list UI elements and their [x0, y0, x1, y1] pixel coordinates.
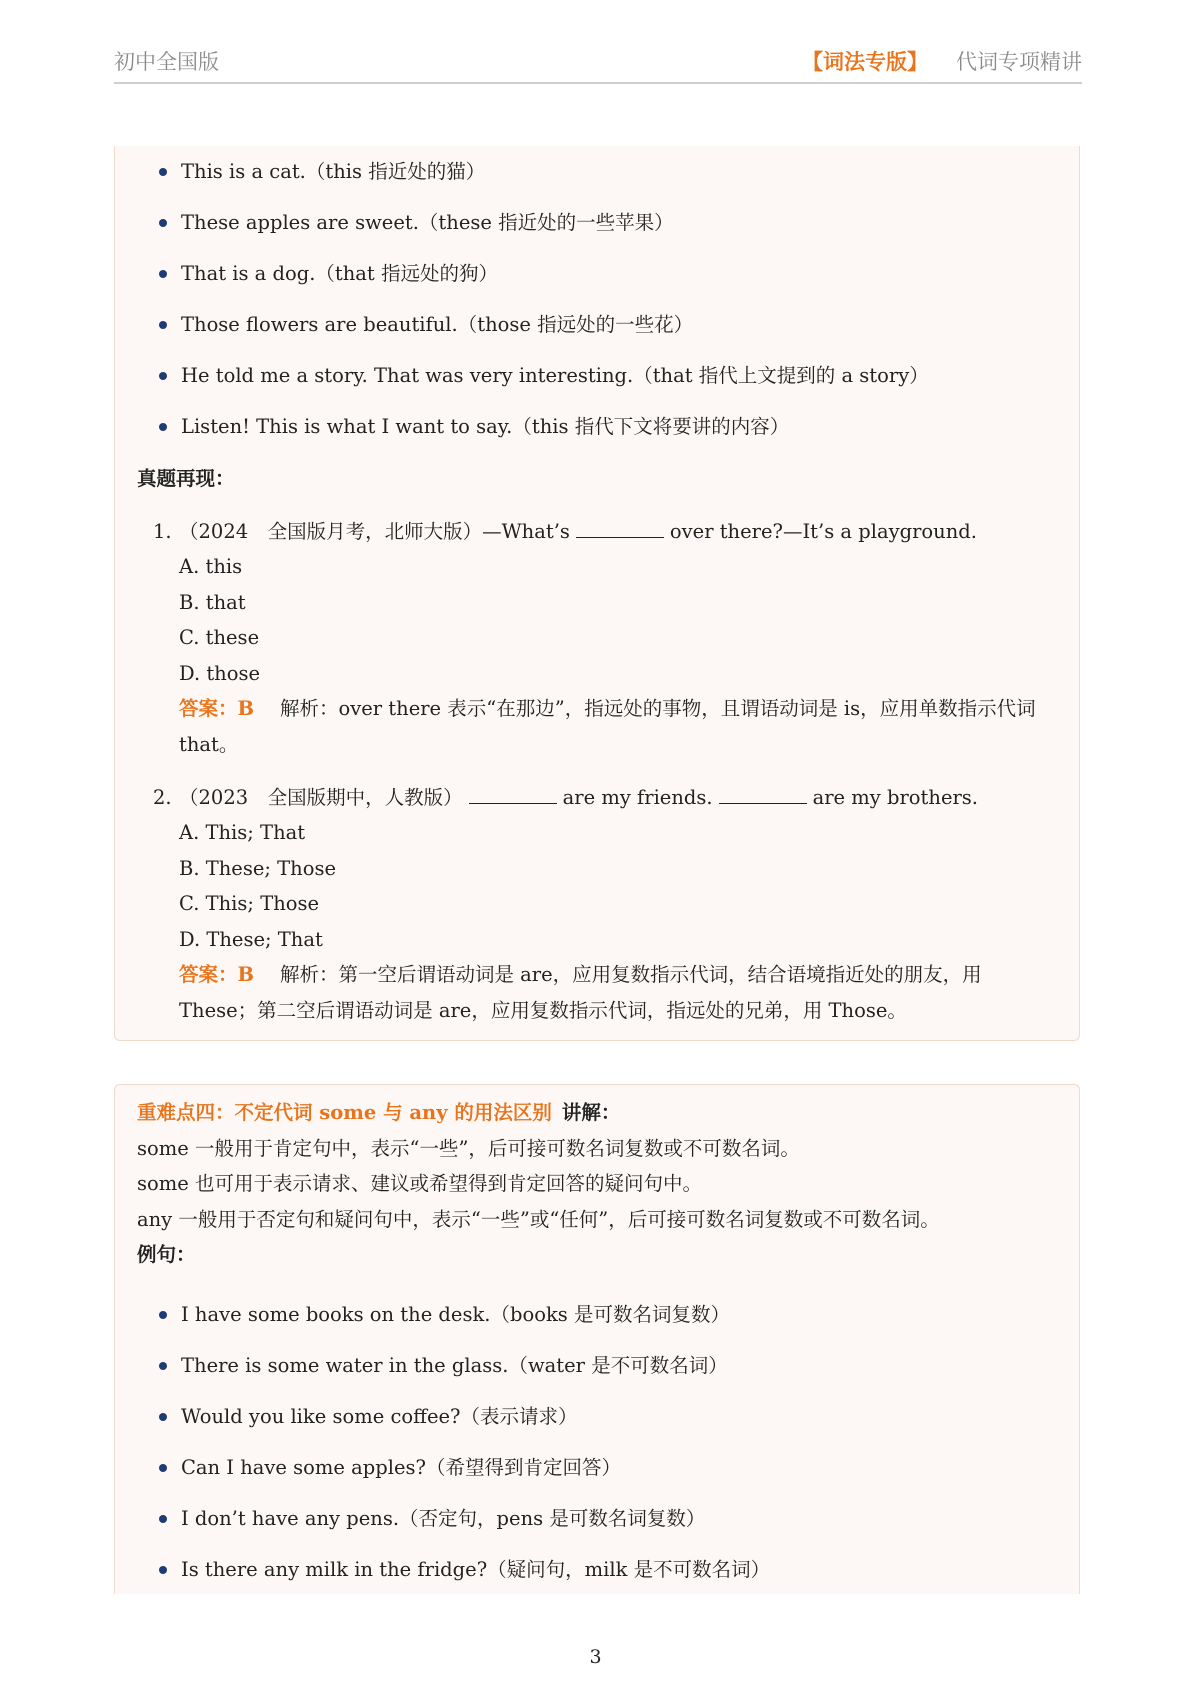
bullet-icon [159, 1515, 167, 1523]
indefinite-pronoun-card [114, 1084, 1080, 1594]
question-stem: 2. （2023 全国版期中，人教版） are my friends. are my brothers. [153, 780, 1079, 815]
answer-label: 答案：B [179, 963, 254, 986]
bullet-icon [159, 1362, 167, 1370]
question-options [153, 549, 1079, 691]
answer-blank [469, 785, 557, 804]
bullet-icon [159, 372, 167, 380]
bullet-icon [159, 1566, 167, 1574]
demonstrative-pronoun-card [114, 146, 1080, 1041]
section-subtitle: 讲解： [561, 1101, 621, 1124]
explanation-text: 解析：over there 表示“在那边”，指远处的事物，且谓语动词是 is，应用单数指示代词 that。 [179, 697, 1036, 756]
option-c: C. This; Those [179, 892, 320, 915]
answer-label: 答案：B [179, 697, 254, 720]
explanation-paragraph: some 也可用于表示请求、建议或希望得到肯定回答的疑问句中。 [137, 1172, 702, 1195]
example-label: 例句： [137, 1243, 196, 1266]
answer-explanation [153, 957, 1079, 1028]
list-item: This is a cat.（this 指近处的猫） [115, 146, 1079, 197]
explanation-paragraph: any 一般用于否定句和疑问句中，表示“一些”或“任何”，后可接可数名词复数或不可数名词。 [137, 1207, 940, 1231]
list-item: There is some water in the glass.（water 是不可数名词） [115, 1340, 1079, 1391]
question-stem: 1. （2024 全国版月考，北师大版）—What’s over there?—It’s a playground. [153, 514, 1079, 549]
explanation-text: 解析：第一空后谓语动词是 are，应用复数指示代词，结合语境指近处的朋友，用 These；第二空后谓语动词是 are，应用复数指示代词，指远处的兄弟，用 Those。 [179, 963, 982, 1022]
option-c: C. these [179, 626, 260, 649]
answer-blank [576, 519, 664, 538]
example-list [115, 146, 1079, 452]
question-number: 2. [153, 786, 172, 809]
option-d: D. These; That [179, 927, 323, 951]
bullet-icon [159, 321, 167, 329]
option-b: B. that [179, 590, 246, 614]
option-b: B. These; Those [179, 856, 336, 880]
bullet-icon [159, 219, 167, 227]
question-number: 1. [153, 520, 172, 543]
bullet-icon [159, 270, 167, 278]
section-label: 真题再现： [137, 467, 235, 490]
bullet-icon [159, 168, 167, 176]
section-heading [115, 1095, 1079, 1131]
page-number: 3 [589, 1646, 602, 1668]
question-options [153, 815, 1079, 957]
bullet-icon [159, 1464, 167, 1472]
option-a: A. this [179, 555, 243, 578]
header-subtitle: 代词专项精讲 [956, 50, 1082, 74]
list-item: I have some books on the desk.（books 是可数名词复数） [115, 1289, 1079, 1340]
bullet-icon [159, 1311, 167, 1319]
answer-explanation [153, 691, 1079, 762]
list-item: Can I have some apples?（希望得到肯定回答） [115, 1442, 1079, 1493]
page-header [114, 46, 1082, 84]
list-item: These apples are sweet.（these 指近处的一些苹果） [115, 197, 1079, 248]
option-d: D. those [179, 661, 261, 685]
list-item: That is a dog.（that 指远处的狗） [115, 248, 1079, 299]
answer-blank [719, 785, 807, 804]
question-1 [115, 514, 1079, 762]
explanation-paragraph: some 一般用于肯定句中，表示“一些”，后可接可数名词复数或不可数名词。 [137, 1136, 800, 1160]
section-title: 重难点四：不定代词 some 与 any 的用法区别 [137, 1101, 552, 1124]
header-right [802, 46, 1082, 76]
list-item: Is there any milk in the fridge?（疑问句，milk 是不可数名词） [115, 1544, 1079, 1595]
example-list [115, 1289, 1079, 1595]
edition-label: 初中全国版 [114, 50, 219, 74]
question-2 [115, 780, 1079, 1028]
option-a: A. This; That [179, 821, 306, 844]
bullet-icon [159, 423, 167, 431]
list-item: Listen! This is what I want to say.（this 指代下文将要讲的内容） [115, 401, 1079, 452]
list-item: I don’t have any pens.（否定句，pens 是可数名词复数） [115, 1493, 1079, 1544]
list-item: Would you like some coffee?（表示请求） [115, 1391, 1079, 1442]
list-item: Those flowers are beautiful.（those 指远处的一些花） [115, 299, 1079, 350]
list-item: He told me a story. That was very interesting.（that 指代上文提到的 a story） [115, 350, 1079, 401]
header-tag: 【词法专版】 [802, 49, 928, 74]
bullet-icon [159, 1413, 167, 1421]
